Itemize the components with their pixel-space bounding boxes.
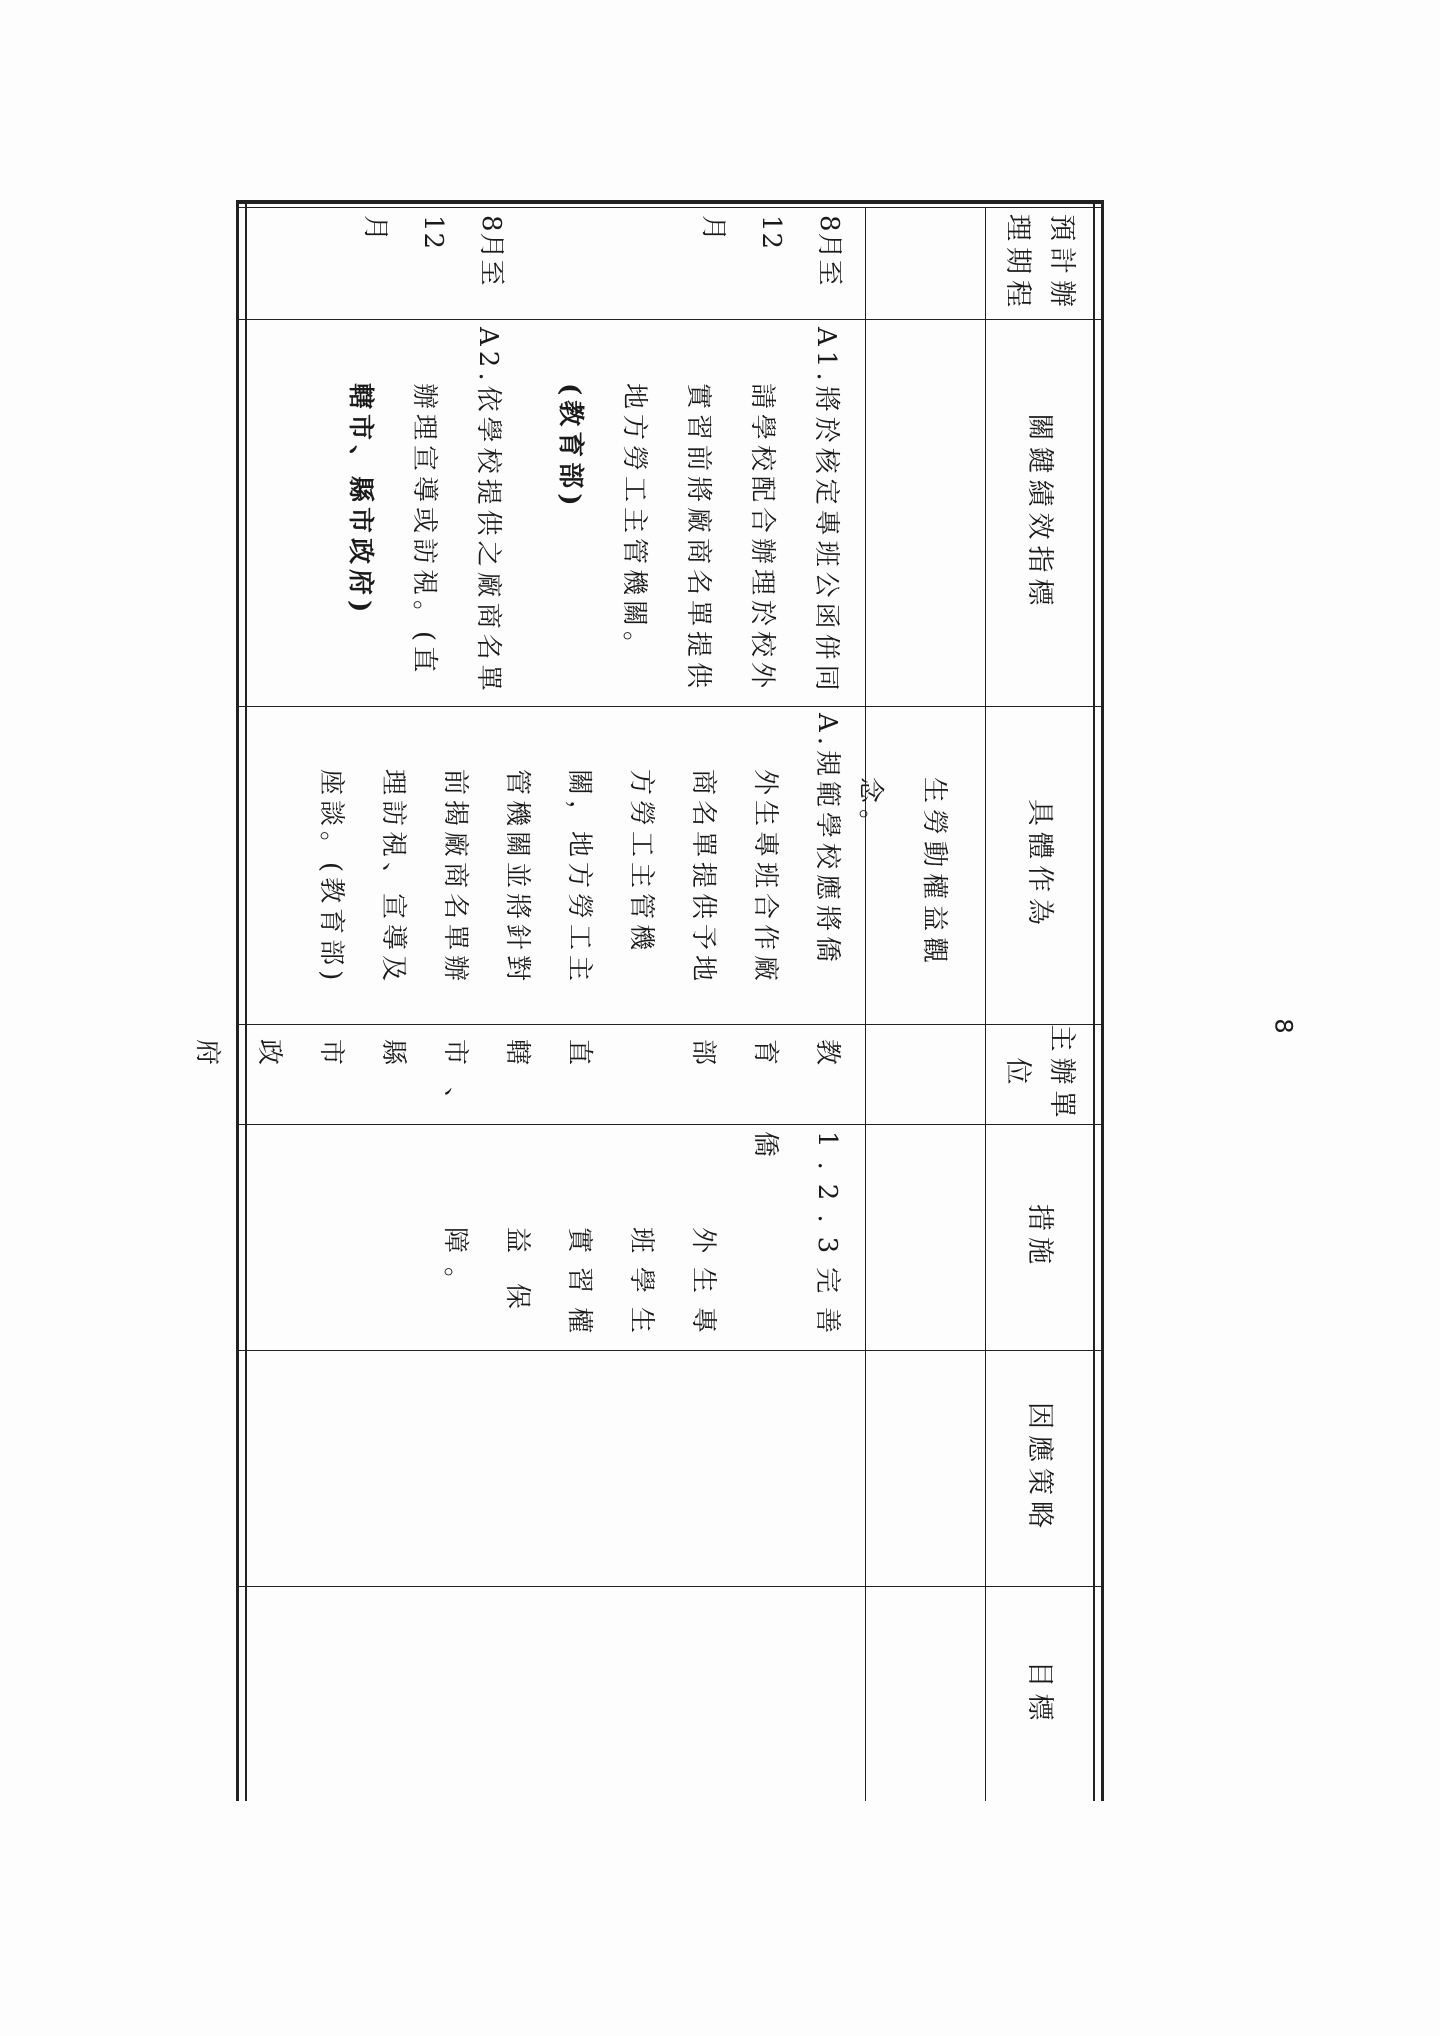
table-frame-left [236,201,1104,208]
measure-line: 實習權 [564,1227,594,1348]
continued-action-line: 生勞動權益觀 [919,777,949,970]
kpi-line: A2.依學校提供之廠商名單 [473,327,503,696]
continued-action-line: 念。 [855,777,885,842]
action-line: 方勞工主管機 [626,769,656,956]
action-line: A.規範學校應將僑 [812,713,842,968]
col-divider-schedule [236,319,1104,320]
header-action: 具體作為 [1024,799,1056,931]
schedule-line: 月 [698,215,728,243]
kpi-a1 [538,327,858,705]
kpi-line: 轄市、縣市政府) [345,383,375,618]
schedule-line: 月 [360,215,390,243]
kpi-line: 請學校配合辦理於校外 [747,383,777,694]
kpi-line: (教育部) [555,383,585,511]
schedule-line: 8月至12 [756,215,844,287]
schedule-line: 8月至12 [418,215,506,287]
page-number: 8 [1269,1018,1298,1034]
header-strategy: 因應策略 [1024,1402,1056,1534]
measure-line: 障。 [440,1227,470,1308]
kpi-line: A1.將於核定專班公函併同 [811,327,841,696]
kpi-line: 辦理宣導或訪視。(直 [409,383,439,678]
unit-line: 教育 [750,1039,842,1088]
kpi-line: 實習前將廠商名單提供 [683,383,713,694]
col-divider-measure [236,1350,1104,1351]
measure-line: 班學生 [626,1227,656,1348]
header-schedule: 預計辦理期程 [1002,214,1078,313]
unit-line: 市、 [440,1039,470,1136]
unit-line: 政府 [192,1039,284,1088]
header-unit: 主辦單位 [1002,1024,1078,1124]
action-a [300,713,858,1023]
rotated-table-page [192,200,1104,1800]
action-line: 前揭廠商名單辦 [440,769,470,987]
unit-cell [176,1039,858,1136]
unit-line [610,1039,672,1123]
header-goal: 目標 [1024,1660,1056,1727]
unit-line: 直轄 [502,1039,594,1088]
action-line: 商名單提供予地 [688,769,718,987]
measure-line: 1.2.3完善僑 [750,1131,842,1348]
unit-line: 部 [688,1039,718,1088]
action-line: 理訪視、宣導及 [378,769,408,987]
schedule-a1 [684,215,858,319]
measure-line: 益保 [502,1227,532,1340]
plan-table [192,200,1104,1801]
schedule-a2 [346,215,520,319]
action-line: 管機關並將針對 [502,769,532,987]
table-frame-top [1093,201,1104,1801]
header-measure: 措施 [1024,1204,1056,1270]
kpi-a2 [328,327,520,705]
col-divider-kpi [236,706,1104,707]
action-line: 座談。(教育部) [316,769,346,986]
kpi-line: 地方勞工主管機關。 [619,383,649,663]
header-kpi: 關鍵績效指標 [1024,413,1056,612]
unit-line: 縣市 [316,1039,408,1088]
measure-cell [424,1131,858,1349]
col-divider-unit [236,1124,1104,1125]
action-line: 外生專班合作廠 [750,769,780,987]
col-divider-action [236,1024,1104,1025]
action-line: 關，地方勞工主 [564,769,594,987]
col-divider-strategy [236,1586,1104,1587]
table-frame-bottom [236,201,247,1801]
measure-line: 外生專 [688,1227,718,1348]
